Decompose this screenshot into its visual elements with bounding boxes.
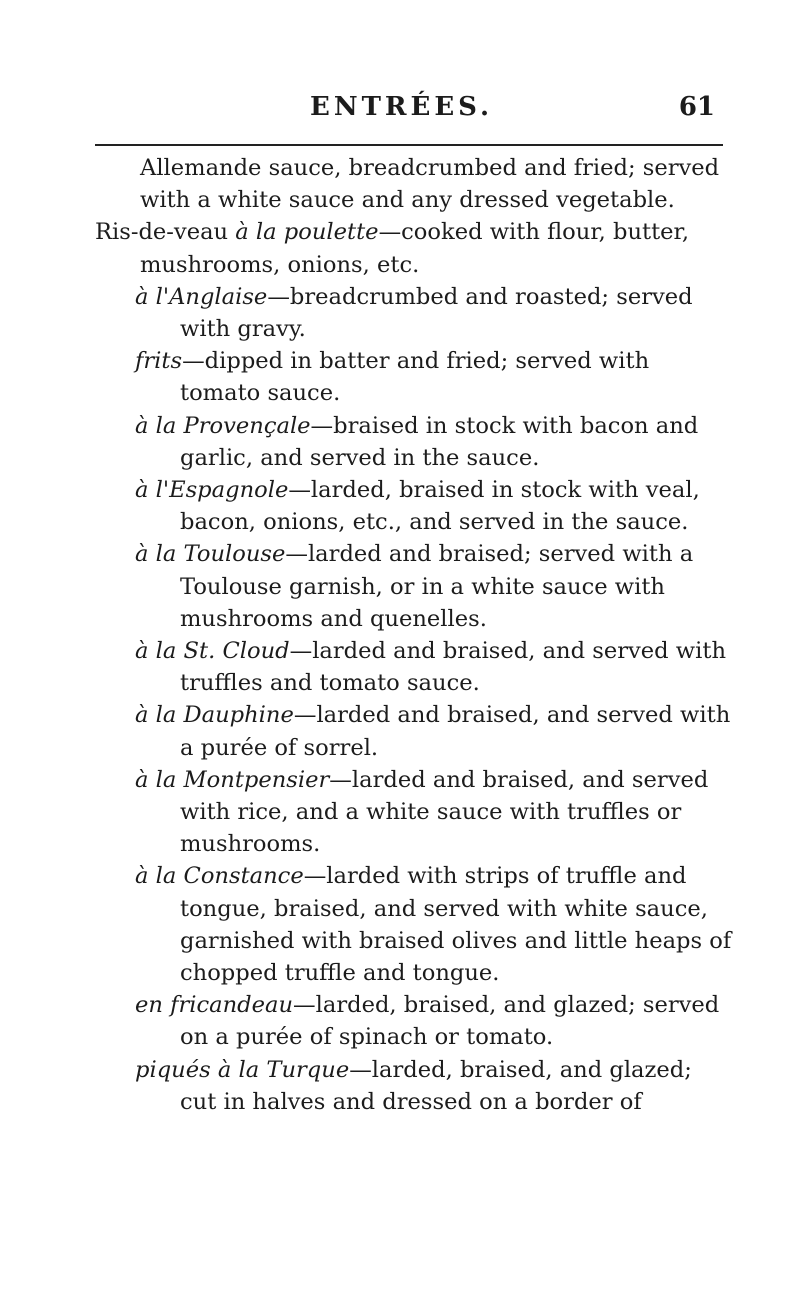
- entry-term: en fricandeau: [135, 992, 294, 1019]
- page-number: 61: [678, 92, 715, 122]
- entry-constance: [95, 860, 735, 989]
- entry-text: —larded and braised; served with a Toulouse garnish, or in a white sauce with mushrooms and quenelles.: [180, 541, 694, 632]
- entry-text: —larded, braised, and glazed; served on a purée of spinach or tomato.: [180, 992, 720, 1051]
- entry-text: —larded and braised, and served with rice, and a white sauce with truffles or mushrooms.: [180, 766, 709, 858]
- entry-espagnole: [95, 474, 735, 538]
- page-header: [95, 92, 725, 132]
- entry-piques-turque: [95, 1054, 735, 1118]
- entry-prefix: Ris-de-veau: [95, 219, 236, 246]
- entry-provencale: [95, 410, 735, 474]
- entry-text: —larded and braised, and served with a purée of sorrel.: [180, 702, 731, 761]
- entry-montpensier: [95, 764, 735, 861]
- page-body: [95, 152, 735, 1118]
- entry-toulouse: [95, 538, 735, 635]
- entry-term: à l'Espagnole: [135, 477, 289, 504]
- entry-text: —breadcrumbed and roasted; served with gravy.: [180, 283, 693, 343]
- entry-ris-de-veau-poulette: [95, 216, 735, 280]
- entry-text: —larded and braised, and served with truffles and tomato sauce.: [180, 638, 726, 697]
- entry-term: frits: [135, 348, 183, 375]
- header-rule: [95, 144, 723, 146]
- entry-dauphine: [95, 699, 735, 763]
- entry-text: —larded, braised, and glazed; cut in halves and dressed on a border of: [180, 1056, 692, 1115]
- entry-text: —dipped in batter and fried; served with tomato sauce.: [180, 348, 650, 407]
- entry-anglaise: [95, 281, 735, 345]
- entry-text: —braised in stock with bacon and garlic, and served in the sauce.: [180, 412, 699, 471]
- entry-term: à la Toulouse: [135, 541, 286, 568]
- entry-term: à la Montpensier: [135, 766, 330, 793]
- running-head: ENTRÉES.: [310, 92, 494, 122]
- entry-text: —larded with strips of truffle and tongue, braised, and served with white sauce, garnished with braised olives and little heaps of chopped truffle and tongue.: [180, 863, 732, 987]
- entry-text: —larded, braised in stock with veal, bacon, onions, etc., and served in the sauce.: [180, 477, 700, 536]
- entry-term: à la Dauphine: [135, 702, 294, 729]
- entry-term: à la Constance: [135, 863, 304, 890]
- entry-frits: [95, 345, 735, 409]
- entry-term: à la Provençale: [135, 412, 311, 439]
- entry-continuation: [95, 152, 735, 216]
- entry-term: à la St. Cloud: [135, 638, 290, 665]
- entry-st-cloud: [95, 635, 735, 699]
- entry-text: —cooked with flour, butter, mushrooms, onions, etc.: [140, 219, 690, 278]
- entry-fricandeau: [95, 989, 735, 1053]
- entry-term: piqués à la Turque: [135, 1056, 350, 1083]
- entry-term: à la poulette: [235, 219, 379, 246]
- entry-term: à l'Anglaise: [135, 283, 268, 310]
- entry-text: Allemande sauce, breadcrumbed and fried; served with a white sauce and any dressed vegetable.: [140, 155, 720, 214]
